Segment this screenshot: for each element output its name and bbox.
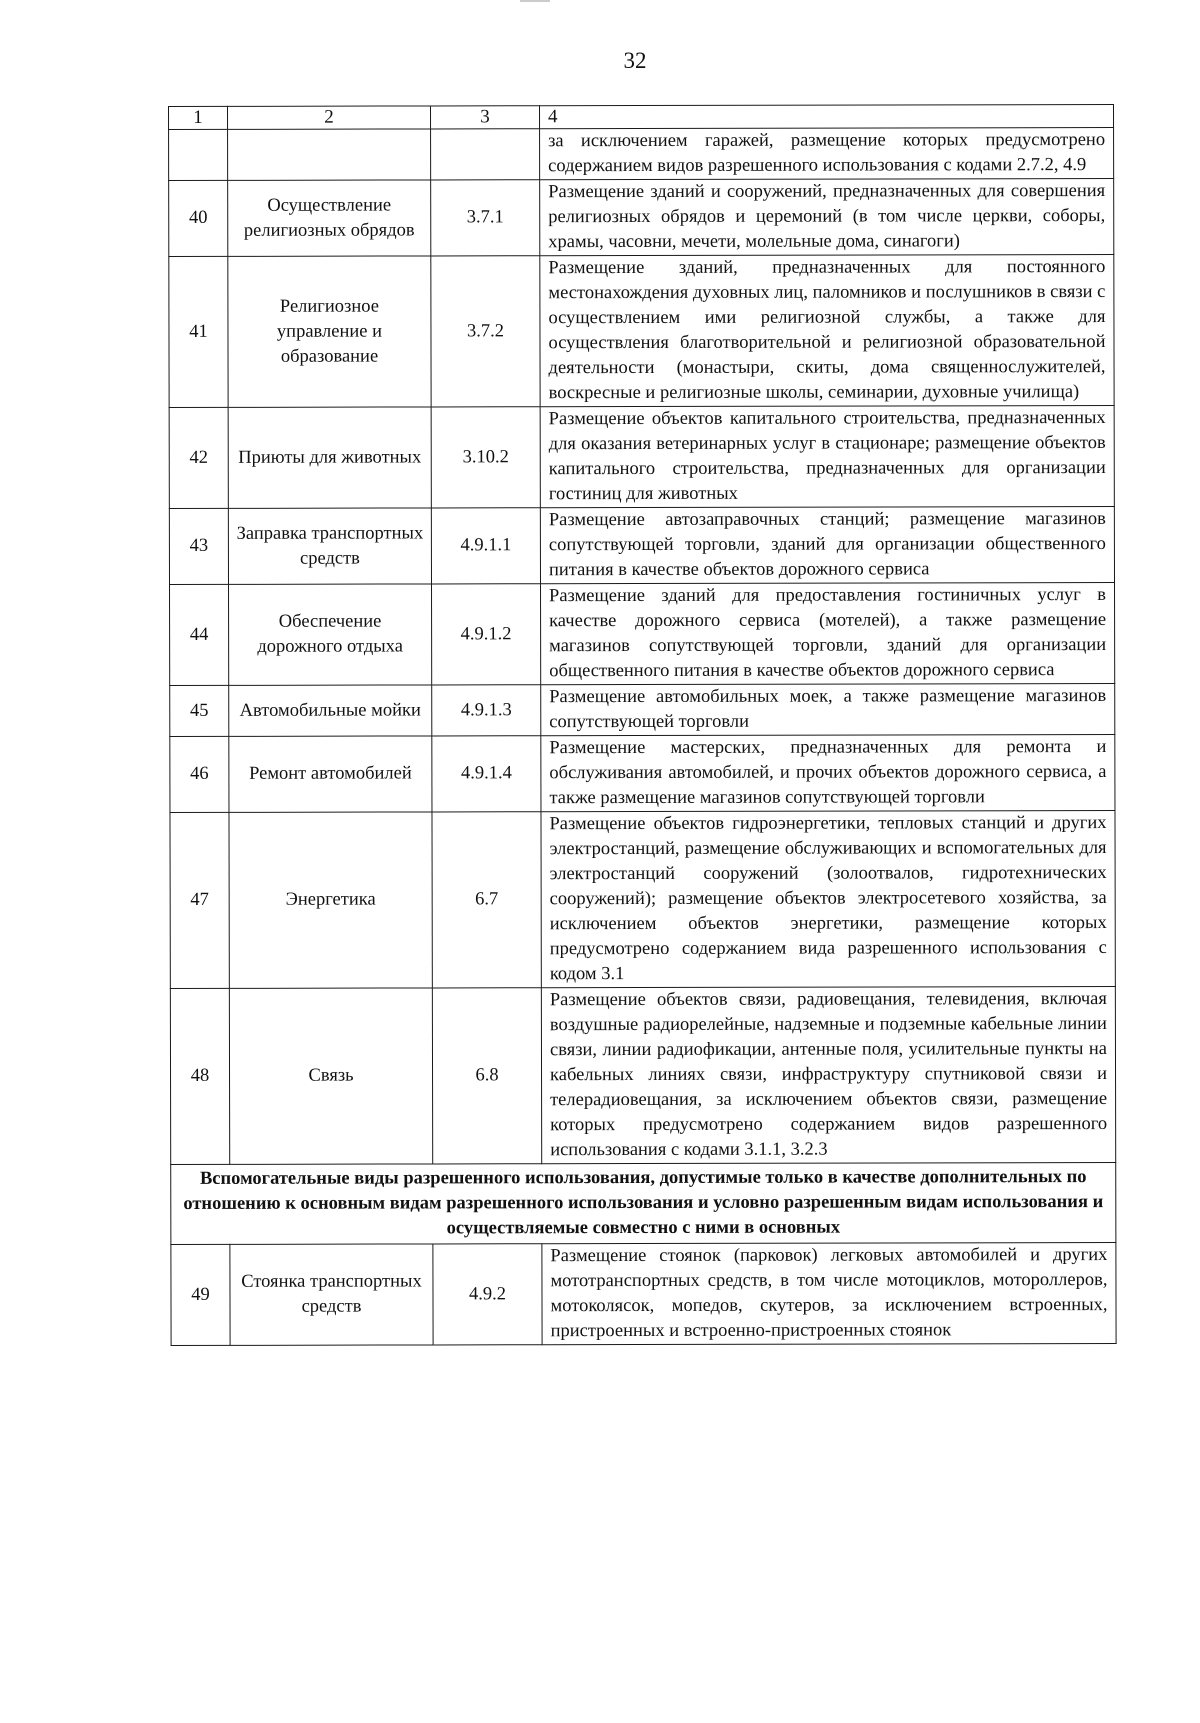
row-number: 44 — [170, 584, 229, 685]
row-code: 6.8 — [432, 988, 541, 1164]
row-code: 4.9.1.3 — [432, 685, 541, 736]
row-description: Размещение объектов связи, радиовещания, телевидения, включая воздушные радиорелейные, надземные и подземные кабельные линии связи, линии радиофикации, антенные поля, усилительные пункты на кабельных линиях связи, инфраструктуру спутниковой связи и телерадиовещания, за исключением объектов связи, размещение которых предусмотрено содержанием видов разрешенного использования с кодами 3.1.1, 3.2.3 — [541, 987, 1115, 1164]
section-heading: Вспомогательные виды разрешенного использования, допустимые только в качестве дополнительных по отношению к основным видам разрешенного использования и условно разрешенным видам использования и осуществляемые совместно с ними в основных — [171, 1163, 1116, 1245]
table-row — [169, 507, 1114, 585]
row-description: Размещение стоянок (парковок) легковых автомобилей и других мототранспортных средств, в том числе мотоциклов, мотороллеров, мотоколясок, мопедов, скутеров, за исключением встроенных, пристроенных и встроенно-пристроенных стоянок — [542, 1243, 1116, 1345]
row-code: 3.7.1 — [431, 180, 540, 256]
row-number: 49 — [171, 1244, 230, 1345]
row-name: Автомобильные мойки — [229, 685, 432, 736]
row-description: Размещение мастерских, предназначенных для ремонта и обслуживания автомобилей, и прочих объектов дорожного сервиса, а также размещение магазинов сопутствующей торговли — [541, 735, 1115, 812]
scan-artifact — [520, 0, 550, 2]
row-description: Размещение автозаправочных станций; размещение магазинов сопутствующей торговли, зданий для организации общественного питания в качестве объектов дорожного сервиса — [540, 507, 1114, 584]
row-number: 41 — [169, 256, 228, 407]
row-code: 3.10.2 — [431, 407, 540, 508]
row-name: Приюты для животных — [228, 407, 431, 508]
header-col-4: 4 — [540, 105, 1114, 129]
row-number: 42 — [169, 407, 228, 508]
table-row — [169, 255, 1114, 408]
table-row — [170, 684, 1115, 737]
row-code: 4.9.1.2 — [432, 584, 541, 685]
page-number: 32 — [623, 48, 647, 73]
row-name: Обеспечение дорожного отдыха — [229, 584, 432, 685]
row-name: Религиозное управление и образование — [228, 256, 431, 407]
row-number: 40 — [169, 180, 228, 256]
table-row — [169, 179, 1114, 257]
table-row — [170, 583, 1115, 686]
header-col-2: 2 — [228, 106, 431, 129]
row-number: 48 — [170, 988, 229, 1164]
row-description: за исключением гаражей, размещение которых предусмотрено содержанием видов разрешенного использования с кодами 2.7.2, 4.9 — [540, 128, 1114, 180]
row-description: Размещение объектов гидроэнергетики, тепловых станций и других электростанций, размещение обслуживающих и вспомогательных для электростанций сооружений (золоотвалов, гидротехнических сооружений); размещение объектов электросетевого хозяйства, за исключением объектов энергетики, размещение которых предусмотрено содержанием вида разрешенного использования с кодом 3.1 — [541, 811, 1115, 988]
header-col-1: 1 — [169, 106, 228, 129]
row-description: Размещение зданий и сооружений, предназначенных для совершения религиозных обрядов и церемоний (в том числе церкви, соборы, храмы, часовни, мечети, молельные дома, синагоги) — [540, 179, 1114, 256]
row-number: 47 — [170, 812, 229, 988]
table-row — [169, 406, 1114, 509]
row-description: Размещение автомобильных моек, а также размещение магазинов сопутствующей торговли — [541, 684, 1115, 736]
row-number: 46 — [170, 736, 229, 812]
table-row — [170, 987, 1115, 1165]
row-name — [228, 129, 431, 180]
row-name: Стоянка транспортных средств — [230, 1244, 433, 1345]
row-code: 3.7.2 — [431, 256, 540, 407]
table-header-row — [169, 105, 1114, 130]
row-name: Ремонт автомобилей — [229, 736, 432, 812]
table-row — [169, 128, 1114, 181]
table-row — [170, 735, 1115, 813]
row-description: Размещение зданий для предоставления гостиничных услуг в качестве дорожного сервиса (мотелей), а также размещение магазинов сопутствующей торговли, зданий для организации общественного питания в качестве объектов дорожного сервиса — [541, 583, 1115, 685]
row-name: Связь — [229, 988, 432, 1164]
header-col-3: 3 — [431, 106, 540, 129]
row-description: Размещение зданий, предназначенных для постоянного местонахождения духовных лиц, паломников и послушников в связи с осуществлением ими религиозной службы, а также для осуществления благотворительной и религиозной образовательной деятельности (монастыри, скиты, дома священнослужителей, воскресные и религиозные школы, семинарии, духовные училища) — [540, 255, 1114, 407]
row-code: 4.9.1.1 — [431, 508, 540, 584]
section-heading-row — [171, 1163, 1116, 1245]
row-code: 6.7 — [432, 812, 541, 988]
row-code: 4.9.1.4 — [432, 736, 541, 812]
row-number: 45 — [170, 685, 229, 736]
row-code — [431, 129, 540, 180]
table-row — [170, 811, 1115, 989]
row-name: Энергетика — [229, 812, 432, 988]
row-number — [169, 129, 228, 180]
row-name: Заправка транспортных средств — [228, 508, 431, 584]
row-code: 4.9.2 — [433, 1244, 542, 1345]
row-description: Размещение объектов капитального строительства, предназначенных для оказания ветеринарных услуг в стационаре; размещение объектов капитального строительства, предназначенных для организации гостиниц для животных — [540, 406, 1114, 508]
row-name: Осуществление религиозных обрядов — [228, 180, 431, 256]
table-row — [171, 1243, 1116, 1346]
land-use-table — [168, 104, 1117, 1346]
row-number: 43 — [169, 508, 228, 584]
